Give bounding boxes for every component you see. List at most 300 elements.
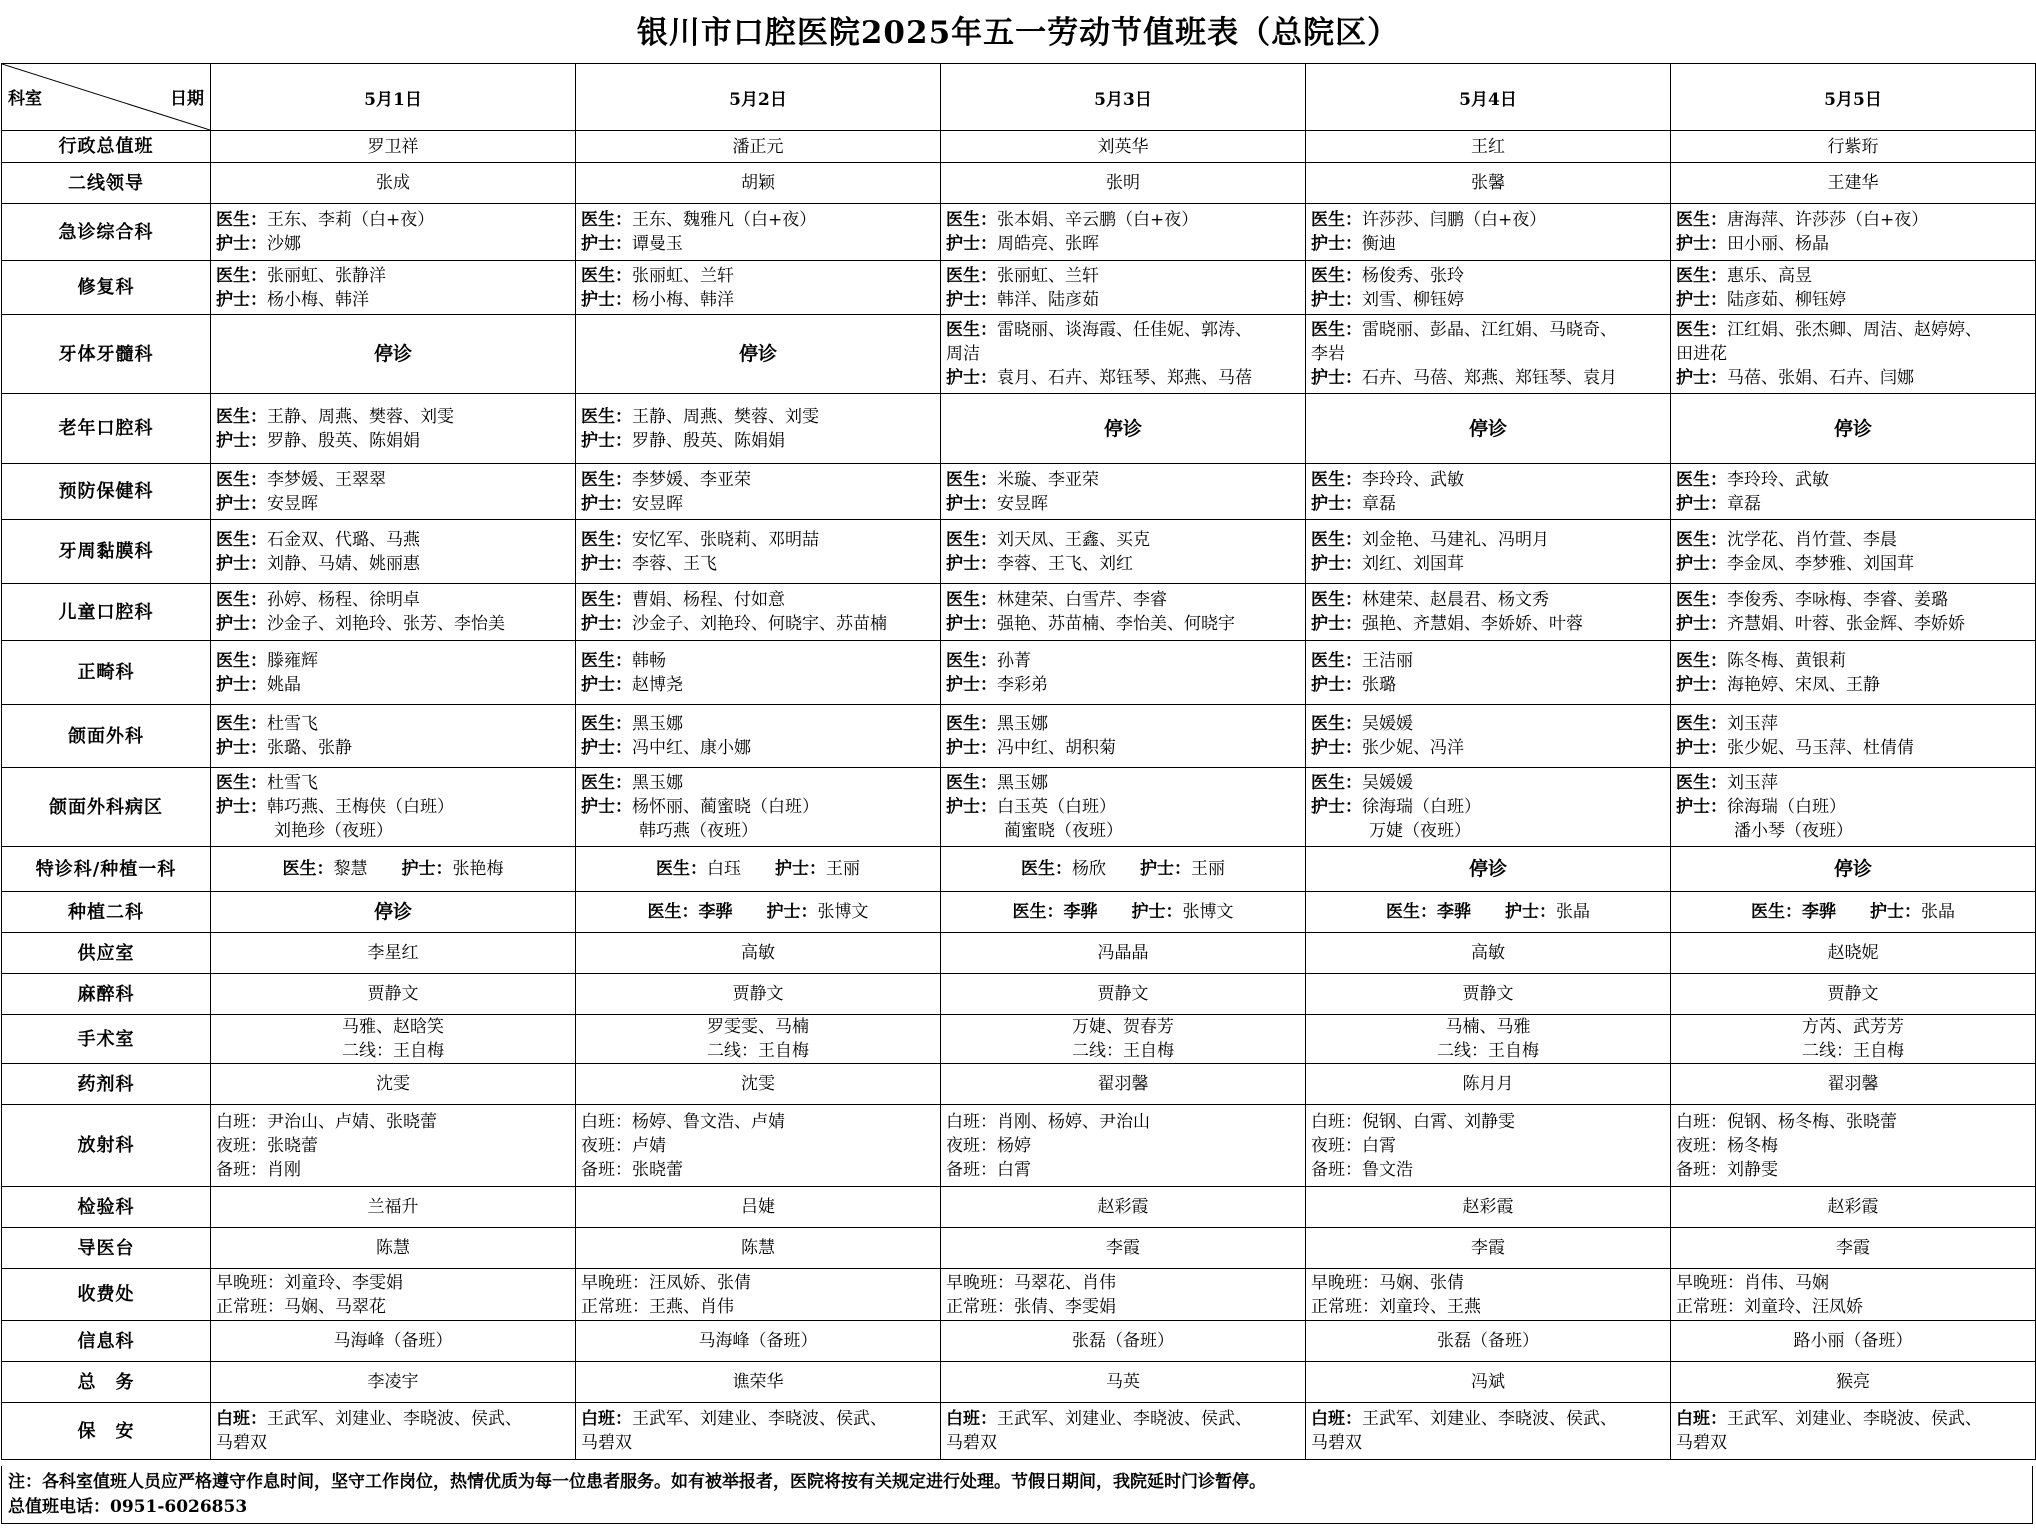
duty-cell: 王建华 xyxy=(1671,163,2036,204)
nurse-names: 袁月、石卉、郑钰琴、郑燕、马蓓 xyxy=(997,368,1252,388)
table-row xyxy=(2,584,2036,641)
cell-line xyxy=(946,492,1300,516)
cell-line xyxy=(581,1295,935,1319)
table-row xyxy=(2,394,2036,464)
department-name: 药剂科 xyxy=(2,1064,211,1105)
shift-line: 备班：刘静雯 xyxy=(1676,1159,1778,1180)
duty-cell xyxy=(576,1015,941,1064)
doctor-label: 医生： xyxy=(1676,590,1727,610)
doctor-label: 医生： xyxy=(581,590,632,610)
duty-cell xyxy=(1671,464,2036,520)
nurse-label: 护士： xyxy=(1505,902,1556,922)
table-row xyxy=(2,1228,2036,1269)
nurse-names: 沙金子、刘艳玲、何晓宇、苏苗楠 xyxy=(632,614,887,634)
duty-cell xyxy=(576,847,941,892)
duty-cell xyxy=(211,1269,576,1321)
cell-line xyxy=(946,342,1300,366)
department-name: 颌面外科 xyxy=(2,705,211,768)
cell-line xyxy=(581,819,935,843)
nurse-names: 张璐、张静 xyxy=(267,738,352,758)
cell-line xyxy=(1311,366,1665,390)
doctor-label: 医生： xyxy=(1676,773,1727,793)
nurse-names: 张艳梅 xyxy=(452,859,504,879)
duty-cell: 张磊（备班） xyxy=(941,1321,1306,1362)
department-name: 供应室 xyxy=(2,933,211,974)
duty-cell: 高敏 xyxy=(1306,933,1671,974)
doctor-names: 李骅 xyxy=(1437,902,1471,922)
nurse-names: 章磊 xyxy=(1362,493,1396,514)
closed-cell: 停诊 xyxy=(211,892,576,933)
shift-line: 白班：肖刚、杨婷、尹治山 xyxy=(946,1111,1150,1132)
cell-line xyxy=(581,1271,935,1295)
cell-line xyxy=(216,712,570,736)
cell-line xyxy=(581,612,935,636)
doctor-names: 江红娟、张杰卿、周洁、赵婷婷、 xyxy=(1727,320,1982,340)
guard-names: 王武军、刘建业、李晓波、侯武、 xyxy=(997,1409,1252,1429)
doctor-names: 雷晓丽、彭晶、江红娟、马晓奇、 xyxy=(1362,320,1617,340)
table-row xyxy=(2,261,2036,315)
closed-cell: 停诊 xyxy=(941,394,1306,464)
duty-cell xyxy=(211,584,576,641)
cell-line xyxy=(216,528,570,552)
guard-names: 王武军、刘建业、李晓波、侯武、 xyxy=(1727,1409,1982,1429)
page-title: 银川市口腔医院2025年五一劳动节值班表（总院区） xyxy=(636,15,1400,51)
cell-line xyxy=(581,468,935,492)
doctor-names: 张本娟、辛云鹏（白+夜） xyxy=(997,210,1199,230)
doctor-names: 吴媛媛 xyxy=(1362,773,1413,793)
duty-cell xyxy=(1306,768,1671,847)
closed-cell: 停诊 xyxy=(1306,394,1671,464)
doctor-label: 医生： xyxy=(1676,650,1727,671)
cell-line xyxy=(946,1039,1300,1063)
cell-line xyxy=(1676,288,2030,312)
doctor-label: 医生： xyxy=(1311,529,1362,550)
doctor-label: 医生： xyxy=(946,529,997,550)
shift-line: 正常班：张倩、李雯娟 xyxy=(946,1296,1116,1317)
nurse-label: 护士： xyxy=(1676,553,1727,574)
duty-cell xyxy=(576,261,941,315)
duty-cell xyxy=(576,1403,941,1460)
duty-cell: 高敏 xyxy=(576,933,941,974)
cell-line xyxy=(946,673,1300,697)
footer-note xyxy=(1,1466,2033,1524)
cell-line xyxy=(946,468,1300,492)
duty-cell xyxy=(1671,204,2036,261)
cell-line xyxy=(581,736,935,760)
cell-line xyxy=(1311,342,1665,366)
duty-cell: 潘正元 xyxy=(576,131,941,163)
duty-cell: 马英 xyxy=(941,1362,1306,1403)
duty-cell xyxy=(1306,1105,1671,1187)
doctor-names-cont: 田进花 xyxy=(1676,344,1727,364)
doctor-label: 医生： xyxy=(656,859,707,879)
hotline-text: 总值班电话：0951-6026853 xyxy=(8,1497,248,1517)
duty-cell: 赵晓妮 xyxy=(1671,933,2036,974)
cell-line xyxy=(216,736,570,760)
duty-cell: 猴亮 xyxy=(1671,1362,2036,1403)
doctor-names: 杨俊秀、张玲 xyxy=(1362,265,1464,286)
nurse-label: 护士： xyxy=(581,289,632,310)
duty-cell xyxy=(1671,584,2036,641)
date-header: 5月3日 xyxy=(941,64,1306,131)
guard-names-cont: 马碧双 xyxy=(1676,1433,1727,1453)
spacer xyxy=(1471,902,1505,922)
doctor-label: 医生： xyxy=(946,650,997,671)
doctor-label: 医生： xyxy=(946,469,997,490)
doctor-label: 医生： xyxy=(216,714,267,734)
shift-line: 夜班：卢婧 xyxy=(581,1135,666,1156)
shift-line: 夜班：杨婷 xyxy=(946,1135,1031,1156)
doctor-names: 刘玉萍 xyxy=(1727,714,1778,734)
nurse-names: 王丽 xyxy=(1191,859,1225,879)
duty-cell xyxy=(1671,1015,2036,1064)
duty-cell xyxy=(1306,584,1671,641)
cell-line xyxy=(946,795,1300,819)
doctor-names-cont: 李岩 xyxy=(1311,344,1345,364)
duty-cell: 胡颖 xyxy=(576,163,941,204)
department-name: 牙周黏膜科 xyxy=(2,520,211,584)
department-name: 麻醉科 xyxy=(2,974,211,1015)
department-name: 种植二科 xyxy=(2,892,211,933)
nurse-names: 周皓亮、张晖 xyxy=(997,234,1099,254)
doctor-names: 刘天凤、王鑫、买克 xyxy=(997,529,1150,550)
cell-line xyxy=(1311,1039,1665,1063)
nurse-label: 护士： xyxy=(1676,738,1727,758)
doctor-names: 李骅 xyxy=(698,902,733,922)
doctor-names: 李梦媛、李亚荣 xyxy=(632,469,751,490)
guard-names-cont: 马碧双 xyxy=(216,1433,267,1453)
cell-line xyxy=(581,1039,935,1063)
duty-cell xyxy=(1306,1403,1671,1460)
duty-cell: 贾静文 xyxy=(576,974,941,1015)
duty-cell: 贾静文 xyxy=(1671,974,2036,1015)
doctor-names: 沈学花、肖竹萱、李晨 xyxy=(1727,529,1897,550)
closed-cell: 停诊 xyxy=(1671,847,2036,892)
doctor-names: 杜雪飞 xyxy=(267,773,318,793)
cell-line xyxy=(946,288,1300,312)
doctor-names: 韩畅 xyxy=(632,650,666,671)
duty-cell xyxy=(941,892,1306,933)
doctor-label: 医生： xyxy=(216,406,267,427)
shift-line: 早晚班：刘童玲、李雯娟 xyxy=(216,1272,403,1293)
table-row xyxy=(2,520,2036,584)
cell-line xyxy=(216,1134,570,1158)
nurse-names-night: 万婕（夜班） xyxy=(1369,821,1471,841)
nurse-label: 护士： xyxy=(766,902,818,922)
doctor-label: 医生： xyxy=(946,773,997,793)
cell-line xyxy=(216,1039,570,1063)
doctor-label: 医生： xyxy=(581,529,632,550)
doctor-label: 医生： xyxy=(581,469,632,490)
nurse-names-night: 蔺蜜晓（夜班） xyxy=(1004,821,1123,841)
department-name: 检验科 xyxy=(2,1187,211,1228)
table-row xyxy=(2,204,2036,261)
cell-line xyxy=(581,1110,935,1134)
second-line-staff: 二线：王自梅 xyxy=(707,1041,809,1061)
cell-line xyxy=(581,649,935,673)
cell-line xyxy=(1676,712,2030,736)
nurse-label: 护士： xyxy=(1311,234,1362,254)
doctor-names: 杜雪飞 xyxy=(267,714,318,734)
duty-cell xyxy=(1306,261,1671,315)
nurse-label: 护士： xyxy=(581,797,632,817)
doctor-label: 医生： xyxy=(1311,714,1362,734)
duty-cell xyxy=(1306,641,1671,705)
duty-cell xyxy=(576,584,941,641)
cell-line xyxy=(216,612,570,636)
cell-line xyxy=(1676,318,2030,342)
duty-cell xyxy=(576,892,941,933)
nurse-names: 张博文 xyxy=(817,902,869,922)
nurse-names: 张少妮、冯洋 xyxy=(1362,738,1464,758)
nurse-label: 护士： xyxy=(946,234,997,254)
duty-cell xyxy=(211,768,576,847)
nurse-label: 护士： xyxy=(216,738,267,758)
nurse-names: 杨怀丽、蔺蜜晓（白班） xyxy=(632,797,819,817)
cell-line xyxy=(581,588,935,612)
duty-cell xyxy=(941,847,1306,892)
nurse-label: 护士： xyxy=(581,674,632,695)
nurse-label: 护士： xyxy=(1311,614,1362,634)
cell-line xyxy=(216,288,570,312)
nurse-label: 护士： xyxy=(1311,797,1362,817)
doctor-label: 医生： xyxy=(1676,469,1727,490)
duty-cell xyxy=(1671,892,2036,933)
duty-cell: 贾静文 xyxy=(941,974,1306,1015)
shift-line: 正常班：王燕、肖伟 xyxy=(581,1296,734,1317)
duty-cell xyxy=(1671,1269,2036,1321)
cell-line xyxy=(581,429,935,453)
doctor-label: 医生： xyxy=(1311,650,1362,671)
cell-line xyxy=(1676,1110,2030,1134)
shift-label: 白班： xyxy=(946,1409,997,1429)
nurse-label: 护士： xyxy=(946,797,997,817)
duty-cell xyxy=(211,847,576,892)
spacer xyxy=(1836,902,1870,922)
duty-cell: 赵彩霞 xyxy=(1306,1187,1671,1228)
nurse-label: 护士： xyxy=(946,738,997,758)
cell-line xyxy=(1311,649,1665,673)
doctor-label: 医生： xyxy=(946,320,997,340)
doctor-names: 刘金艳、马建礼、冯明月 xyxy=(1362,529,1549,550)
cell-line xyxy=(1676,492,2030,516)
cell-line xyxy=(946,1271,1300,1295)
nurse-names: 张晶 xyxy=(1556,902,1590,922)
cell-line xyxy=(581,1015,935,1039)
duty-cell: 翟羽馨 xyxy=(941,1064,1306,1105)
cell-line xyxy=(1311,468,1665,492)
doctor-label: 医生： xyxy=(1311,210,1362,230)
duty-cell xyxy=(576,641,941,705)
closed-cell: 停诊 xyxy=(211,315,576,394)
doctor-label: 医生： xyxy=(1311,773,1362,793)
doctor-names: 唐海萍、许莎莎（白+夜） xyxy=(1727,210,1929,230)
table-row xyxy=(2,1015,2036,1064)
cell-line xyxy=(581,712,935,736)
cell-line xyxy=(216,492,570,516)
duty-cell xyxy=(1671,705,2036,768)
cell-line xyxy=(1311,1015,1665,1039)
duty-cell xyxy=(941,520,1306,584)
nurse-names: 沙娜 xyxy=(267,234,301,254)
cell-line xyxy=(216,1407,570,1431)
shift-line: 早晚班：马翠花、肖伟 xyxy=(946,1272,1116,1293)
doctor-names: 孙菁 xyxy=(997,650,1031,671)
cell-line xyxy=(946,1015,1300,1039)
department-name: 信息科 xyxy=(2,1321,211,1362)
nurse-names: 章磊 xyxy=(1727,493,1761,514)
table-row xyxy=(2,163,2036,204)
shift-line: 早晚班：肖伟、马娴 xyxy=(1676,1272,1829,1293)
doctor-names: 滕雍辉 xyxy=(267,650,318,671)
doctor-label: 医生： xyxy=(1311,320,1362,340)
doctor-label: 医生： xyxy=(1751,902,1802,922)
cell-line xyxy=(216,649,570,673)
cell-line xyxy=(1311,736,1665,760)
duty-cell xyxy=(941,1015,1306,1064)
shift-line: 备班：张晓蕾 xyxy=(581,1159,683,1180)
cell-line xyxy=(581,1134,935,1158)
doctor-names: 张丽虹、张静洋 xyxy=(267,265,386,286)
cell-line xyxy=(1676,1271,2030,1295)
duty-cell: 翟羽馨 xyxy=(1671,1064,2036,1105)
duty-cell: 路小丽（备班） xyxy=(1671,1321,2036,1362)
staff-names: 马楠、马雅 xyxy=(1445,1017,1531,1037)
nurse-names: 石卉、马蓓、郑燕、郑钰琴、袁月 xyxy=(1362,368,1617,388)
nurse-label: 护士： xyxy=(581,614,632,634)
doctor-names: 曹娟、杨程、付如意 xyxy=(632,590,785,610)
cell-line xyxy=(1311,552,1665,576)
cell-line xyxy=(946,1431,1300,1455)
duty-cell: 李星红 xyxy=(211,933,576,974)
cell-line xyxy=(1311,528,1665,552)
duty-cell xyxy=(211,641,576,705)
doctor-names: 安忆军、张晓莉、邓明喆 xyxy=(632,529,819,550)
table-row xyxy=(2,1321,2036,1362)
cell-line xyxy=(1311,232,1665,256)
cell-line xyxy=(946,712,1300,736)
duty-cell: 罗卫祥 xyxy=(211,131,576,163)
cell-line xyxy=(1311,673,1665,697)
duty-cell xyxy=(211,1015,576,1064)
nurse-label: 护士： xyxy=(1131,902,1183,922)
doctor-label: 医生： xyxy=(946,590,997,610)
cell-line xyxy=(216,468,570,492)
nurse-label: 护士： xyxy=(1311,289,1362,310)
duty-cell xyxy=(211,705,576,768)
duty-cell xyxy=(211,520,576,584)
duty-cell xyxy=(1306,892,1671,933)
nurse-label: 护士： xyxy=(946,493,997,514)
department-name: 正畸科 xyxy=(2,641,211,705)
table-row xyxy=(2,1362,2036,1403)
cell-line xyxy=(216,429,570,453)
duty-cell xyxy=(1306,1015,1671,1064)
cell-line xyxy=(1311,264,1665,288)
doctor-label: 医生： xyxy=(282,859,334,879)
doctor-names: 张丽虹、兰轩 xyxy=(997,265,1099,286)
nurse-names: 冯中红、康小娜 xyxy=(632,738,751,758)
spacer xyxy=(1098,902,1132,922)
department-name: 行政总值班 xyxy=(2,131,211,163)
nurse-names: 张璐 xyxy=(1362,674,1396,695)
doctor-names: 张丽虹、兰轩 xyxy=(632,265,734,286)
cell-line xyxy=(946,552,1300,576)
nurse-names: 刘红、刘国茸 xyxy=(1362,553,1464,574)
nurse-names: 徐海瑞（白班） xyxy=(1727,797,1846,817)
duty-table xyxy=(1,63,2036,1460)
cell-line xyxy=(1676,468,2030,492)
shift-label: 白班： xyxy=(216,1409,267,1429)
doctor-names: 许莎莎、闫鹏（白+夜） xyxy=(1362,210,1547,230)
guard-names-cont: 马碧双 xyxy=(946,1433,997,1453)
duty-cell: 刘英华 xyxy=(941,131,1306,163)
nurse-label: 护士： xyxy=(1140,859,1191,879)
table-row xyxy=(2,641,2036,705)
closed-cell: 停诊 xyxy=(1671,394,2036,464)
staff-names: 马雅、赵晗笑 xyxy=(342,1017,444,1037)
guard-names: 王武军、刘建业、李晓波、侯武、 xyxy=(1362,1409,1617,1429)
department-name: 二线领导 xyxy=(2,163,211,204)
table-row xyxy=(2,1269,2036,1321)
duty-cell xyxy=(941,261,1306,315)
cell-line xyxy=(581,232,935,256)
cell-line xyxy=(581,1431,935,1455)
duty-cell xyxy=(576,705,941,768)
duty-cell xyxy=(1671,261,2036,315)
nurse-names: 陆彦茹、柳钰婷 xyxy=(1727,289,1846,310)
duty-cell: 李霞 xyxy=(941,1228,1306,1269)
nurse-label: 护士： xyxy=(775,859,826,879)
cell-line xyxy=(581,208,935,232)
nurse-label: 护士： xyxy=(401,859,453,879)
table-row xyxy=(2,315,2036,394)
nurse-names: 安昱晖 xyxy=(267,493,318,514)
staff-names: 方芮、武芳芳 xyxy=(1802,1017,1904,1037)
nurse-label: 护士： xyxy=(216,614,267,634)
shift-line: 夜班：张晓蕾 xyxy=(216,1135,318,1156)
nurse-label: 护士： xyxy=(1676,614,1727,634)
cell-line xyxy=(946,1134,1300,1158)
staff-names: 万婕、贺春芳 xyxy=(1072,1017,1174,1037)
duty-cell: 吕婕 xyxy=(576,1187,941,1228)
cell-line xyxy=(216,1110,570,1134)
duty-cell xyxy=(941,768,1306,847)
doctor-label: 医生： xyxy=(216,529,267,550)
nurse-label: 护士： xyxy=(1311,368,1362,388)
duty-cell xyxy=(211,261,576,315)
doctor-label: 医生： xyxy=(1012,902,1064,922)
shift-line: 夜班：杨冬梅 xyxy=(1676,1135,1778,1156)
table-row xyxy=(2,847,2036,892)
doctor-label: 医生： xyxy=(216,469,267,490)
doctor-label: 医生： xyxy=(946,265,997,286)
doctor-names: 吴媛媛 xyxy=(1362,714,1413,734)
cell-line xyxy=(1311,795,1665,819)
date-header: 5月2日 xyxy=(576,64,941,131)
nurse-label: 护士： xyxy=(946,368,997,388)
doctor-names: 陈冬梅、黄银莉 xyxy=(1727,650,1846,671)
second-line-staff: 二线：王自梅 xyxy=(1072,1041,1174,1061)
doctor-label: 医生： xyxy=(216,590,267,610)
doctor-names: 杨欣 xyxy=(1072,859,1106,879)
header-row xyxy=(2,64,2036,131)
spacer xyxy=(733,902,767,922)
nurse-label: 护士： xyxy=(216,553,267,574)
nurse-names: 李金凤、李梦雅、刘国茸 xyxy=(1727,553,1914,574)
cell-line xyxy=(946,366,1300,390)
nurse-names: 姚晶 xyxy=(267,674,301,695)
